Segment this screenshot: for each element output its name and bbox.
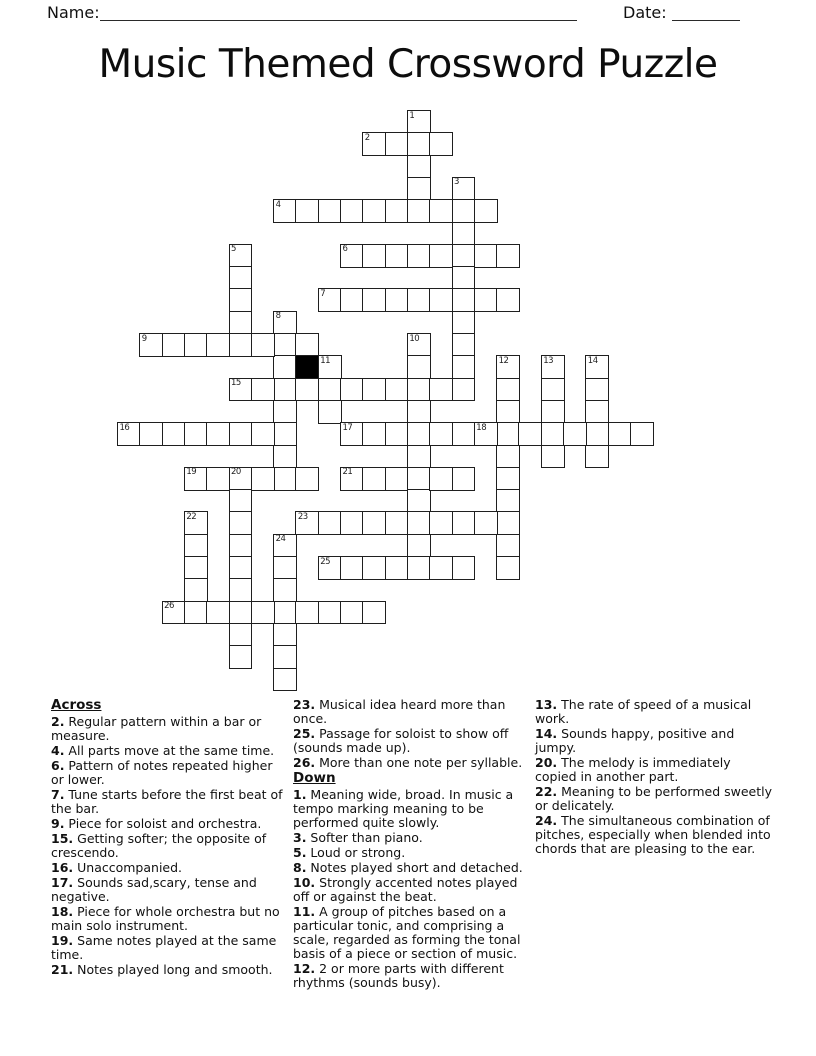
- clue-down-8: 8. Notes played short and detached.: [293, 860, 523, 876]
- grid-cell[interactable]: [385, 199, 409, 223]
- clue-across-23: 23. Musical idea heard more than once.: [293, 697, 506, 726]
- grid-cell[interactable]: [362, 378, 386, 402]
- clue-down-1: 1. Meaning wide, broad. In music a tempo marking meaning to be performed quite slowly.: [293, 787, 514, 831]
- clue-down-10: 10. Strongly accented notes played off or against the beat.: [293, 875, 518, 905]
- grid-cell[interactable]: [295, 601, 319, 625]
- grid-cell[interactable]: [496, 378, 520, 402]
- grid-cell[interactable]: [452, 199, 476, 223]
- grid-cell[interactable]: [273, 668, 297, 692]
- cell-number: 4: [275, 199, 281, 210]
- clue-down-3: 3. Softer than piano.: [293, 830, 423, 846]
- grid-cell[interactable]: [229, 244, 253, 268]
- grid-cell[interactable]: [318, 199, 342, 223]
- grid-cell[interactable]: [273, 199, 297, 223]
- grid-cell[interactable]: [407, 511, 431, 535]
- grid-cell[interactable]: [407, 445, 431, 469]
- grid-cell[interactable]: [229, 288, 253, 312]
- grid-cell[interactable]: [229, 422, 253, 446]
- cell-number: 24: [275, 534, 286, 545]
- grid-cell[interactable]: [541, 422, 565, 446]
- grid-cell[interactable]: [273, 355, 297, 379]
- grid-cell[interactable]: [318, 355, 342, 379]
- grid-cell[interactable]: [318, 378, 342, 402]
- grid-cell[interactable]: [541, 378, 565, 402]
- across-header: Across: [51, 697, 102, 713]
- grid-cell[interactable]: [340, 601, 364, 625]
- grid-cell[interactable]: [229, 511, 253, 535]
- cell-number: 9: [141, 333, 147, 344]
- grid-cell[interactable]: [362, 199, 386, 223]
- cell-number: 26: [164, 601, 174, 612]
- grid-cell[interactable]: [496, 244, 520, 268]
- grid-cell[interactable]: [229, 578, 253, 602]
- clue-down-20: 20. The melody is immediately copied in another part.: [535, 755, 731, 784]
- grid-cell[interactable]: [407, 467, 431, 491]
- black-cell: [295, 355, 319, 379]
- grid-cell[interactable]: [184, 556, 208, 580]
- grid-cell[interactable]: [362, 244, 386, 268]
- clue-across-17: 17. Sounds sad,scary, tense and negative.: [51, 875, 257, 905]
- grid-cell[interactable]: [273, 645, 297, 669]
- grid-cell[interactable]: [362, 132, 386, 156]
- grid-cell[interactable]: [340, 378, 364, 402]
- grid-cell[interactable]: [429, 511, 453, 535]
- grid-cell[interactable]: [385, 556, 409, 580]
- grid-cell[interactable]: [273, 400, 297, 424]
- grid-cell[interactable]: [630, 422, 654, 446]
- grid-cell[interactable]: [273, 378, 297, 402]
- grid-cell[interactable]: [385, 244, 409, 268]
- grid-cell[interactable]: [452, 333, 476, 357]
- grid-cell[interactable]: [585, 355, 609, 379]
- grid-cell[interactable]: [340, 288, 364, 312]
- grid-cell[interactable]: [452, 311, 476, 335]
- grid-cell[interactable]: [251, 601, 275, 625]
- grid-cell[interactable]: [563, 422, 587, 446]
- grid-cell[interactable]: [295, 199, 319, 223]
- grid-cell[interactable]: [251, 378, 275, 402]
- cell-number: 10: [409, 333, 420, 344]
- grid-cell[interactable]: [229, 645, 253, 669]
- grid-cell[interactable]: [452, 556, 476, 580]
- grid-cell[interactable]: [362, 601, 386, 625]
- grid-cell[interactable]: [273, 623, 297, 647]
- grid-cell[interactable]: [139, 333, 163, 357]
- cell-number: 7: [320, 288, 326, 299]
- grid-cell[interactable]: [318, 556, 342, 580]
- grid-cell[interactable]: [229, 489, 253, 513]
- grid-cell[interactable]: [407, 422, 431, 446]
- grid-cell[interactable]: [273, 467, 297, 491]
- grid-cell[interactable]: [407, 355, 431, 379]
- grid-cell[interactable]: [184, 534, 208, 558]
- grid-cell[interactable]: [362, 511, 386, 535]
- grid-cell[interactable]: [385, 378, 409, 402]
- grid-cell[interactable]: [518, 422, 542, 446]
- grid-cell[interactable]: [340, 556, 364, 580]
- grid-cell[interactable]: [273, 601, 297, 625]
- grid-cell[interactable]: [407, 333, 431, 357]
- grid-cell[interactable]: [340, 422, 364, 446]
- grid-cell[interactable]: [273, 422, 297, 446]
- grid-cell[interactable]: [496, 445, 520, 469]
- name-blank-line[interactable]: [100, 20, 577, 21]
- grid-cell[interactable]: [117, 422, 141, 446]
- grid-cell[interactable]: [429, 132, 453, 156]
- crossword-grid: [117, 110, 677, 710]
- clue-down-5: 5. Loud or strong.: [293, 845, 406, 861]
- grid-cell[interactable]: [229, 556, 253, 580]
- grid-cell[interactable]: [385, 422, 409, 446]
- grid-cell[interactable]: [340, 244, 364, 268]
- grid-cell[interactable]: [295, 467, 319, 491]
- grid-cell[interactable]: [429, 288, 453, 312]
- clue-across-6: 6. Pattern of notes repeated higher or lower.: [51, 758, 273, 788]
- cell-number: 8: [275, 311, 281, 322]
- grid-cell[interactable]: [429, 244, 453, 268]
- grid-cell[interactable]: [496, 534, 520, 558]
- grid-cell[interactable]: [429, 422, 453, 446]
- grid-cell[interactable]: [229, 266, 253, 290]
- grid-cell[interactable]: [318, 288, 342, 312]
- grid-cell[interactable]: [229, 623, 253, 647]
- clue-column-2: [293, 698, 530, 991]
- cell-number: 20: [231, 467, 241, 478]
- cell-number: 1: [409, 110, 415, 121]
- grid-cell[interactable]: [206, 601, 230, 625]
- grid-cell[interactable]: [229, 311, 253, 335]
- grid-cell[interactable]: [295, 333, 319, 357]
- clue-down-12: 12. 2 or more parts with different rhythms (sounds busy).: [293, 961, 504, 991]
- grid-cell[interactable]: [340, 199, 364, 223]
- grid-cell[interactable]: [340, 511, 364, 535]
- grid-cell[interactable]: [474, 422, 498, 446]
- grid-cell[interactable]: [496, 467, 520, 491]
- grid-cell[interactable]: [496, 355, 520, 379]
- cell-number: 13: [543, 355, 554, 366]
- clue-down-24: 24. The simultaneous combination of pitches, especially when blended into chords that are pleasing to the ear.: [535, 813, 771, 856]
- cell-number: 19: [186, 467, 197, 478]
- grid-cell[interactable]: [452, 511, 476, 535]
- grid-cell[interactable]: [407, 132, 431, 156]
- grid-cell[interactable]: [184, 422, 208, 446]
- clue-across-26: 26. More than one note per syllable.: [293, 755, 523, 770]
- grid-cell[interactable]: [362, 556, 386, 580]
- grid-cell[interactable]: [162, 422, 186, 446]
- cell-number: 17: [342, 422, 353, 433]
- grid-cell[interactable]: [206, 422, 230, 446]
- grid-cell[interactable]: [340, 467, 364, 491]
- grid-cell[interactable]: [452, 244, 476, 268]
- grid-cell[interactable]: [162, 333, 186, 357]
- grid-cell[interactable]: [407, 489, 431, 513]
- grid-cell[interactable]: [541, 355, 565, 379]
- grid-cell[interactable]: [429, 467, 453, 491]
- cell-number: 12: [498, 355, 509, 366]
- grid-cell[interactable]: [318, 511, 342, 535]
- clue-across-18: 18. Piece for whole orchestra but no main solo instrument.: [51, 904, 280, 934]
- grid-cell[interactable]: [585, 400, 609, 424]
- clue-across-2: 2. Regular pattern within a bar or measure.: [51, 714, 262, 744]
- clue-across-16: 16. Unaccompanied.: [51, 860, 183, 876]
- grid-cell[interactable]: [585, 378, 609, 402]
- clue-across-25: 25. Passage for soloist to show off (sounds made up).: [293, 726, 509, 755]
- grid-cell[interactable]: [139, 422, 163, 446]
- grid-cell[interactable]: [273, 534, 297, 558]
- page-title: Music Themed Crossword Puzzle: [98, 42, 718, 87]
- grid-cell[interactable]: [229, 467, 253, 491]
- grid-cell[interactable]: [452, 266, 476, 290]
- grid-cell[interactable]: [184, 511, 208, 535]
- grid-cell[interactable]: [362, 422, 386, 446]
- cell-number: 15: [231, 378, 241, 389]
- grid-cell[interactable]: [251, 333, 275, 357]
- grid-cell[interactable]: [496, 422, 520, 446]
- clue-down-11: 11. A group of pitches based on a particular tonic, and comprising a scale, regarded as forming the tonal basis of a piece or section of music.: [293, 904, 521, 962]
- grid-cell[interactable]: [184, 333, 208, 357]
- grid-cell[interactable]: [452, 177, 476, 201]
- grid-cell[interactable]: [251, 467, 275, 491]
- grid-cell[interactable]: [496, 489, 520, 513]
- grid-cell[interactable]: [273, 311, 297, 335]
- date-label: Date:: [623, 3, 667, 22]
- grid-cell[interactable]: [452, 355, 476, 379]
- grid-cell[interactable]: [541, 400, 565, 424]
- grid-cell[interactable]: [184, 467, 208, 491]
- grid-cell[interactable]: [496, 400, 520, 424]
- grid-cell[interactable]: [273, 578, 297, 602]
- cell-number: 25: [320, 556, 331, 567]
- grid-cell[interactable]: [184, 601, 208, 625]
- down-header: Down: [293, 770, 336, 786]
- clue-across-19: 19. Same notes played at the same time.: [51, 933, 277, 963]
- grid-cell[interactable]: [474, 288, 498, 312]
- grid-cell[interactable]: [541, 445, 565, 469]
- grid-cell[interactable]: [496, 288, 520, 312]
- grid-cell[interactable]: [295, 511, 319, 535]
- grid-cell[interactable]: [452, 222, 476, 246]
- grid-cell[interactable]: [452, 288, 476, 312]
- grid-cell[interactable]: [407, 378, 431, 402]
- grid-cell[interactable]: [229, 333, 253, 357]
- cell-number: 22: [186, 511, 197, 522]
- grid-cell[interactable]: [206, 467, 230, 491]
- grid-cell[interactable]: [229, 378, 253, 402]
- name-label: Name:: [47, 3, 100, 22]
- grid-cell[interactable]: [273, 333, 297, 357]
- grid-cell[interactable]: [585, 422, 609, 446]
- cell-number: 6: [342, 244, 348, 255]
- grid-cell[interactable]: [496, 556, 520, 580]
- grid-cell[interactable]: [407, 110, 431, 134]
- grid-cell[interactable]: [251, 422, 275, 446]
- date-blank-line[interactable]: [672, 20, 740, 21]
- grid-cell[interactable]: [452, 378, 476, 402]
- cell-number: 5: [231, 244, 236, 255]
- grid-cell[interactable]: [429, 378, 453, 402]
- grid-cell[interactable]: [429, 199, 453, 223]
- cell-number: 18: [476, 422, 487, 433]
- grid-cell[interactable]: [474, 511, 498, 535]
- grid-cell[interactable]: [362, 288, 386, 312]
- clue-down-22: 22. Meaning to be performed sweetly or delicately.: [535, 784, 773, 813]
- grid-cell[interactable]: [295, 378, 319, 402]
- cell-number: 3: [454, 177, 459, 188]
- clue-down-13: 13. The rate of speed of a musical work.: [535, 697, 752, 726]
- grid-cell[interactable]: [385, 288, 409, 312]
- clue-across-21: 21. Notes played long and smooth.: [51, 962, 273, 978]
- clue-across-9: 9. Piece for soloist and orchestra.: [51, 816, 262, 832]
- grid-cell[interactable]: [407, 556, 431, 580]
- grid-cell[interactable]: [452, 467, 476, 491]
- grid-cell[interactable]: [608, 422, 632, 446]
- grid-cell[interactable]: [585, 445, 609, 469]
- grid-cell[interactable]: [318, 400, 342, 424]
- grid-cell[interactable]: [429, 556, 453, 580]
- grid-cell[interactable]: [407, 177, 431, 201]
- grid-cell[interactable]: [407, 155, 431, 179]
- grid-cell[interactable]: [407, 244, 431, 268]
- grid-cell[interactable]: [229, 601, 253, 625]
- grid-cell[interactable]: [474, 244, 498, 268]
- grid-cell[interactable]: [407, 199, 431, 223]
- clue-column-3: [535, 698, 772, 857]
- grid-cell[interactable]: [162, 601, 186, 625]
- grid-cell[interactable]: [273, 556, 297, 580]
- grid-cell[interactable]: [407, 288, 431, 312]
- grid-cell[interactable]: [362, 467, 386, 491]
- grid-cell[interactable]: [206, 333, 230, 357]
- grid-cell[interactable]: [273, 445, 297, 469]
- grid-cell[interactable]: [407, 534, 431, 558]
- clue-down-14: 14. Sounds happy, positive and jumpy.: [535, 726, 735, 755]
- clue-column-1: [51, 698, 288, 978]
- clue-across-15: 15. Getting softer; the opposite of crescendo.: [51, 831, 267, 861]
- cell-number: 21: [342, 467, 353, 478]
- grid-cell[interactable]: [229, 534, 253, 558]
- grid-cell[interactable]: [385, 132, 409, 156]
- grid-cell[interactable]: [474, 199, 498, 223]
- cell-number: 23: [297, 511, 308, 522]
- cell-number: 14: [587, 355, 598, 366]
- grid-cell[interactable]: [496, 511, 520, 535]
- grid-cell[interactable]: [452, 422, 476, 446]
- grid-cell[interactable]: [184, 578, 208, 602]
- cell-number: 11: [320, 355, 331, 366]
- grid-cell[interactable]: [407, 400, 431, 424]
- cell-number: 2: [364, 132, 370, 143]
- grid-cell[interactable]: [385, 511, 409, 535]
- grid-cell[interactable]: [385, 467, 409, 491]
- clue-across-4: 4. All parts move at the same time.: [51, 743, 275, 759]
- cell-number: 16: [119, 422, 130, 433]
- grid-cell[interactable]: [318, 601, 342, 625]
- clue-across-7: 7. Tune starts before the first beat of the bar.: [51, 787, 283, 817]
